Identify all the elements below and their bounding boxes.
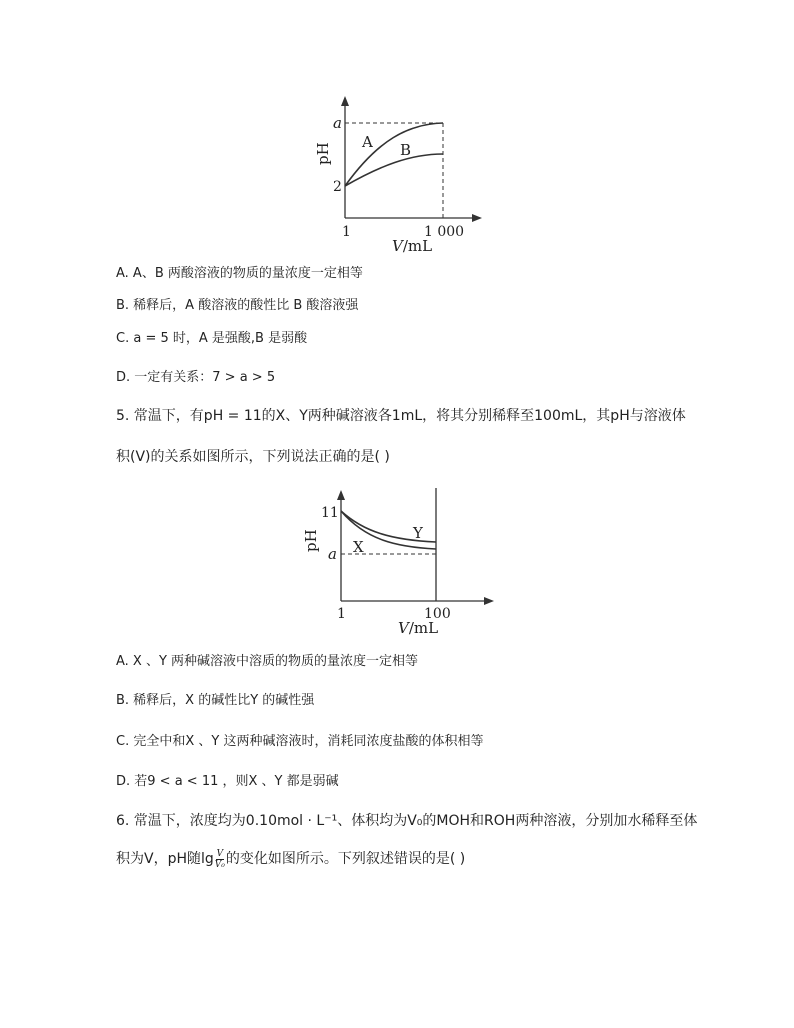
fig2-x-start-label: 1: [337, 606, 346, 622]
fig1-x-end-label: 1 000: [424, 224, 465, 240]
fig1-curve-a-label: A: [362, 133, 373, 151]
fig2-x-arrow: [484, 597, 494, 605]
q4-option-a: A. A、B 两酸溶液的物质的量浓度一定相等: [116, 266, 363, 281]
fig2-y-top-label: 11: [321, 505, 339, 521]
fig1-curve-b-label: B: [400, 141, 412, 159]
fig1-ylabel: pH: [314, 142, 332, 165]
q4-option-c: C. a = 5 时，A 是强酸,B 是弱酸: [116, 331, 308, 346]
fig1-y-top-label: a: [333, 114, 342, 132]
q4-option-d: D. 一定有关系：7 > a > 5: [116, 370, 276, 385]
fraction-numerator: V: [216, 848, 224, 859]
fig1-x-arrow: [472, 214, 482, 222]
q5-stem-line1: 5. 常温下，有pH = 11的X、Y两种碱溶液各1mL，将其分别稀释至100mL，其pH与溶液体: [116, 408, 686, 424]
fig1-y-bottom-label: 2: [333, 179, 342, 195]
fig1-axes: [345, 102, 476, 218]
fig2-ylabel: pH: [302, 529, 320, 552]
fig2-curve-y-label: Y: [413, 524, 423, 542]
q4-option-b: B. 稀释后，A 酸溶液的酸性比 B 酸溶液强: [116, 298, 359, 313]
figure-acid-dilution: [0, 0, 794, 260]
fig2-y-bottom-label: a: [328, 545, 337, 563]
q5-stem-line2: 积(V)的关系如图所示，下列说法正确的是( ): [116, 449, 390, 465]
q6-stem-line2: [116, 848, 465, 870]
q6-stem-line1: 6. 常温下，浓度均为0.10mol · L⁻¹、体积均为V₀的MOH和ROH两种溶液，分别加水稀释至体: [116, 813, 698, 829]
fig2-curve-x-label: X: [353, 538, 364, 556]
fig1-x-start-label: 1: [342, 224, 351, 240]
q5-option-b: B. 稀释后，X 的碱性比Y 的碱性强: [116, 693, 315, 708]
q5-option-d: D. 若9 < a < 11 ，则X 、Y 都是弱碱: [116, 774, 339, 789]
lg-fraction: [215, 849, 225, 870]
fig2-xlabel: V/mL: [398, 619, 439, 637]
fig2-y-arrow: [337, 490, 345, 500]
figure-base-dilution: [0, 480, 794, 640]
q6-line2-pre: 积为V，pH随lg: [116, 851, 214, 867]
fig1-curve-b: [345, 154, 443, 186]
fraction-denominator: V₀: [214, 859, 225, 870]
fig2-x-end-label: 100: [424, 606, 451, 622]
q6-line2-post: 的变化如图所示。下列叙述错误的是( ): [225, 851, 466, 867]
fig1-xlabel: V/mL: [392, 237, 433, 255]
q5-option-c: C. 完全中和X 、Y 这两种碱溶液时，消耗同浓度盐酸的体积相等: [116, 734, 484, 749]
q5-option-a: A. X 、Y 两种碱溶液中溶质的物质的量浓度一定相等: [116, 654, 419, 669]
fig1-y-arrow: [341, 96, 349, 106]
